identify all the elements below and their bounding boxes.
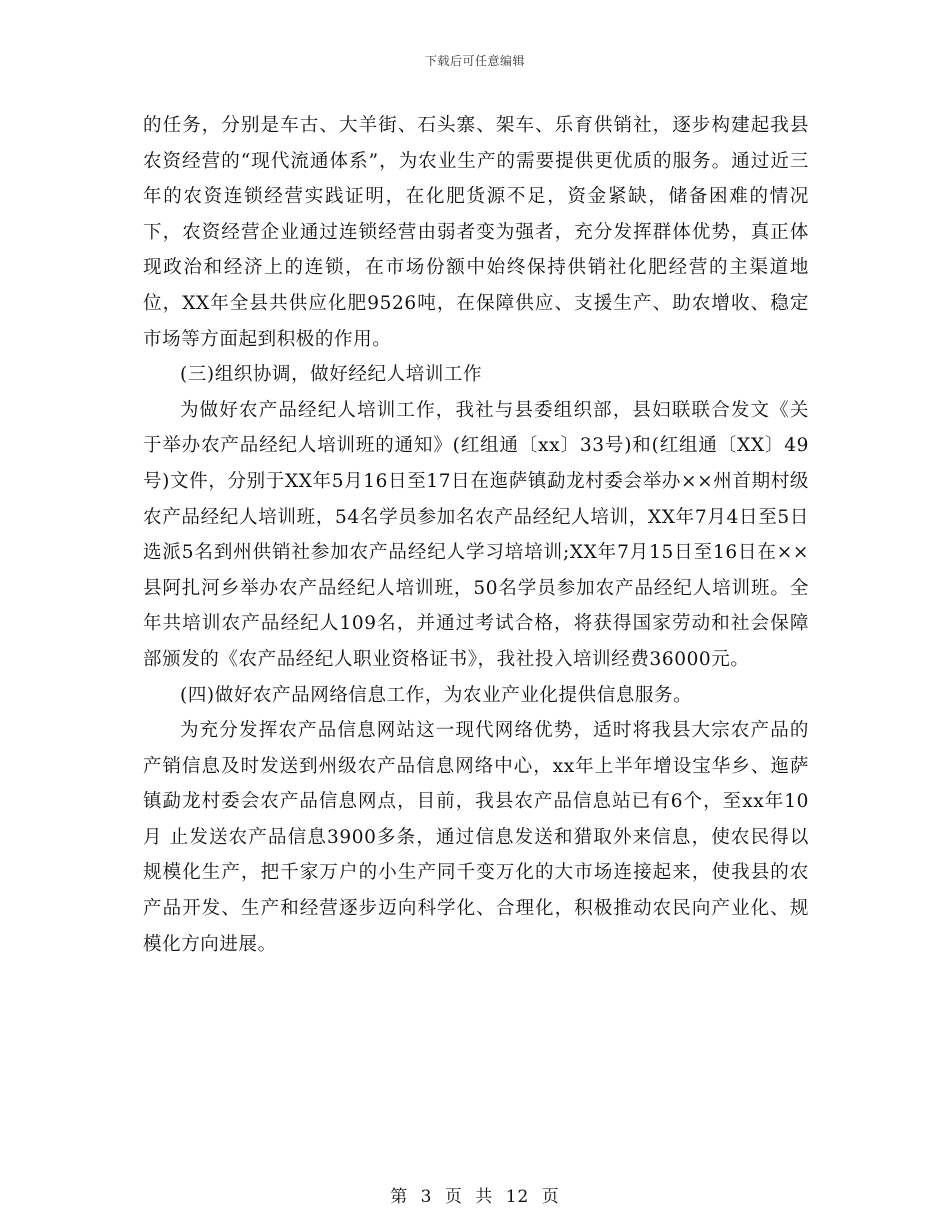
- paragraph-1: 的任务，分别是车古、大羊街、石头寨、架车、乐育供销社，逐步构建起我县农资经营的“现代流通体系”，为农业生产的需要提供更优质的服务。通过近三年的农资连锁经营实践证明，在化肥货源不足，资金紧缺，储备困难的情况下，农资经营企业通过连锁经营由弱者变为强者，充分发挥群体优势，真正体现政治和经济上的连锁，在市场份额中始终保持供销社化肥经营的主渠道地位，XX年全县共供应化肥9526吨，在保障供应、支援生产、助农增收、稳定市场等方面起到积极的作用。: [143, 115, 809, 350]
- document-body: [143, 108, 809, 962]
- page-number: 第 3 页 共 12 页: [390, 1187, 560, 1207]
- section-heading-3: (三)组织协调，做好经纪人培训工作: [180, 364, 483, 386]
- section-heading-4: (四)做好农产品网络信息工作，为农业产业化提供信息服务。: [180, 684, 693, 706]
- paragraph-3: 为充分发挥农产品信息网站这一现代网络优势，适时将我县大宗农产品的产销信息及时发送到州级农产品信息网络中心，xx年上半年增设宝华乡、迤萨镇勐龙村委会农产品信息网点，目前，我县农产品信息站已有6个，至xx年10月 止发送农产品信息3900多条，通过信息发送和猎取外来信息，使农民得以规模化生产，把千家万户的小生产同千变万化的大市场连接起来，使我县的农产品开发、生产和经营逐步迈向科学化、合理化，积极推动农民向产业化、规模化方向进展。: [143, 720, 809, 955]
- page-header: 下载后可任意编辑: [424, 54, 525, 68]
- paragraph-2: 为做好农产品经纪人培训工作，我社与县委组织部，县妇联联合发文《关于举办农产品经纪人培训班的通知》(红组通〔xx〕33号)和(红组通〔XX〕49号)文件，分别于XX年5月16日至17日在迤萨镇勐龙村委会举办××州首期村级农产品经纪人培训班，54名学员参加名农产品经纪人培训，XX年7月4日至5日选派5名到州供销社参加农产品经纪人学习培培训;XX年7月15日至16日在××县阿扎河乡举办农产品经纪人培训班，50名学员参加农产品经纪人培训班。全年共培训农产品经纪人109名，并通过考试合格，将获得国家劳动和社会保障部颁发的《农产品经纪人职业资格证书》，我社投入培训经费36000元。: [143, 399, 809, 670]
